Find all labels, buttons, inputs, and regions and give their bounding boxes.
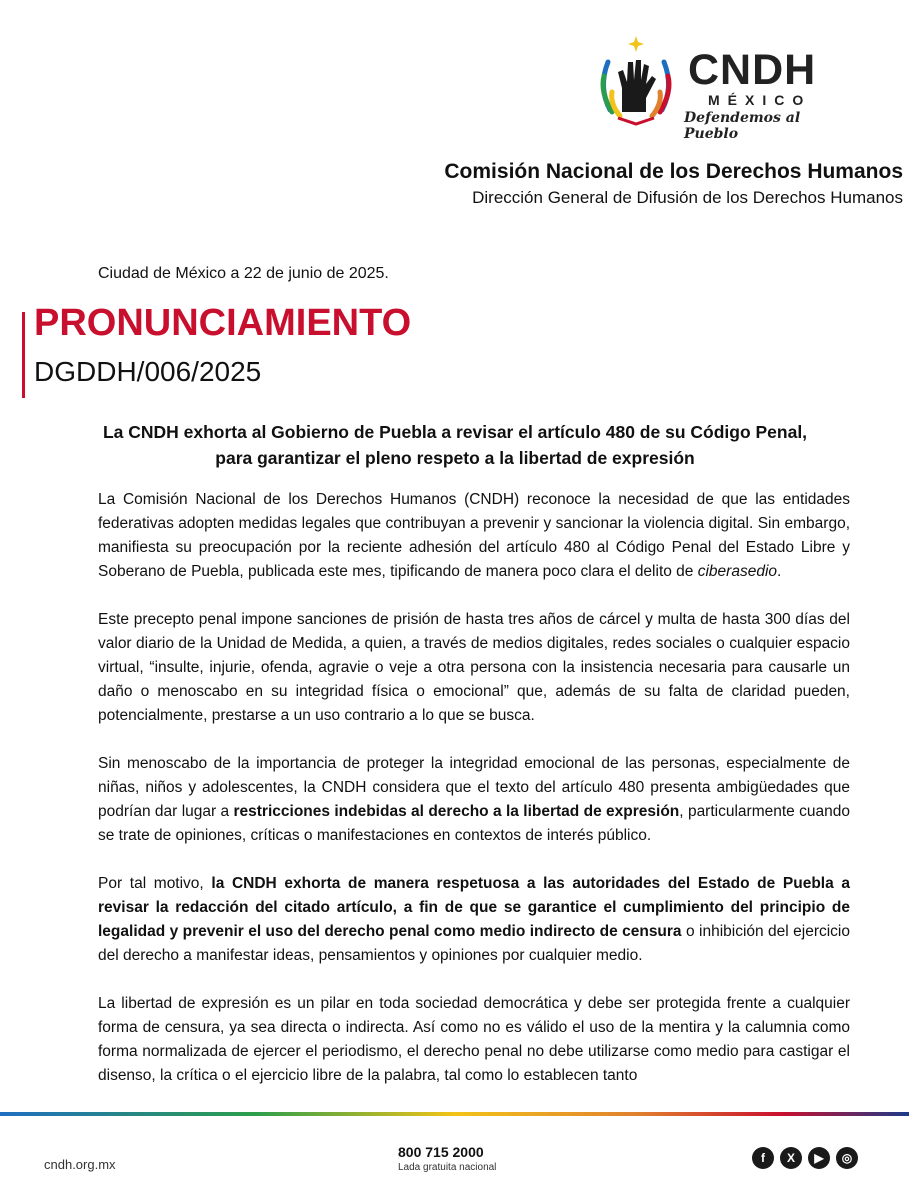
paragraph-1-italic: ciberasedio: [697, 563, 778, 580]
raised-hand-wreath-icon: [588, 32, 684, 128]
footer-color-stripe: [0, 1112, 909, 1116]
x-icon[interactable]: X: [780, 1147, 802, 1169]
headline-line-2: para garantizar el pleno respeto a la libertad de expresión: [215, 448, 695, 468]
document-type: PRONUNCIAMIENTO: [34, 302, 412, 344]
document-body: [98, 488, 850, 1112]
instagram-icon[interactable]: ◎: [836, 1147, 858, 1169]
social-links: [752, 1147, 858, 1169]
document-code: DGDDH/006/2025: [34, 356, 262, 387]
paragraph-1: [98, 488, 850, 584]
paragraph-3-bold: restricciones indebidas al derecho a la libertad de expresión: [233, 803, 680, 820]
logo-motto: Defendemos al Pueblo: [684, 110, 801, 142]
paragraph-1-end: .: [777, 563, 782, 580]
org-title: Comisión Nacional de los Derechos Humanos: [444, 160, 903, 183]
paragraph-4-text-b: o inhibición del ejercicio del derecho a manifestar ideas, pensamientos y opiniones por cualquier medio.: [98, 923, 850, 964]
title-accent-bar: [22, 312, 25, 398]
cndh-logo: [588, 32, 838, 142]
headline-line-1: La CNDH exhorta al Gobierno de Puebla a revisar el artículo 480 de su Código Penal,: [102, 422, 808, 442]
paragraph-3-text-b: , particularmente cuando se trate de opiniones, críticas o manifestaciones en contextos de interés público.: [98, 803, 850, 844]
paragraph-2: Este precepto penal impone sanciones de prisión de hasta tres años de cárcel y multa de hasta 300 días del valor diario de la Unidad de Medida, a quien, a través de medios digitales, redes sociales o cualquier espacio virtual, “insulte, injurie, ofenda, agravie o veje a otra persona con la insistencia necesaria para causarle un daño o menoscabo en su integridad física o emocional” que, además de su falta de claridad pueden, potencialmente, prestarse a un uso contrario a lo que se busca.: [98, 611, 850, 724]
facebook-icon[interactable]: f: [752, 1147, 774, 1169]
paragraph-3: [98, 752, 850, 848]
paragraph-5: La libertad de expresión es un pilar en toda sociedad democrática y debe ser protegida frente a cualquier forma de censura, ya sea directa o indirecta. Así como no es válido el uso de la mentira y la calumnia como forma normalizada de ejercer el periodismo, el derecho penal no debe utilizarse como medio para castigar el disenso, la crítica o el ejercicio libre de la palabra, tal como lo establecen tanto: [98, 995, 850, 1084]
logo-brand: CNDH: [688, 46, 817, 94]
paragraph-1-text: La Comisión Nacional de los Derechos Humanos (CNDH) reconoce la necesidad de que las entidades federativas adopten medidas legales que contribuyan a prevenir y sancionar la violencia digital. Sin embargo, manifiesta su preocupación por la reciente adhesión del artículo 480 al Código Penal del Estado Libre y Soberano de Puebla, publicada este mes, tipificando de manera poco clara el delito de: [98, 491, 850, 580]
org-subtitle: Dirección General de Difusión de los Derechos Humanos: [472, 188, 903, 207]
organization-header: [444, 160, 903, 208]
headline: [60, 419, 850, 471]
paragraph-4-text-a: Por tal motivo,: [98, 875, 212, 892]
paragraph-3-text-a: Sin menoscabo de la importancia de proteger la integridad emocional de las personas, especialmente de niñas, niños y adolescentes, la CNDH considera que el texto del artículo 480 presenta ambigüedades que podrían dar lugar a: [98, 755, 850, 820]
phone-label: Lada gratuita nacional: [398, 1162, 497, 1173]
paragraph-4-bold: la CNDH exhorta de manera respetuosa a las autoridades del Estado de Puebla a revisar la redacción del citado artículo, a fin de que se garantice el cumplimiento del principio de legalidad y prevenir el uso del derecho penal como medio indirecto de censura: [98, 875, 850, 940]
phone-number: 800 715 2000: [398, 1144, 484, 1160]
document-date: Ciudad de México a 22 de junio de 2025.: [98, 265, 389, 282]
website-link[interactable]: cndh.org.mx: [44, 1157, 116, 1172]
paragraph-4: [98, 872, 850, 968]
youtube-icon[interactable]: ▶: [808, 1147, 830, 1169]
logo-country: MÉXICO: [708, 92, 812, 108]
